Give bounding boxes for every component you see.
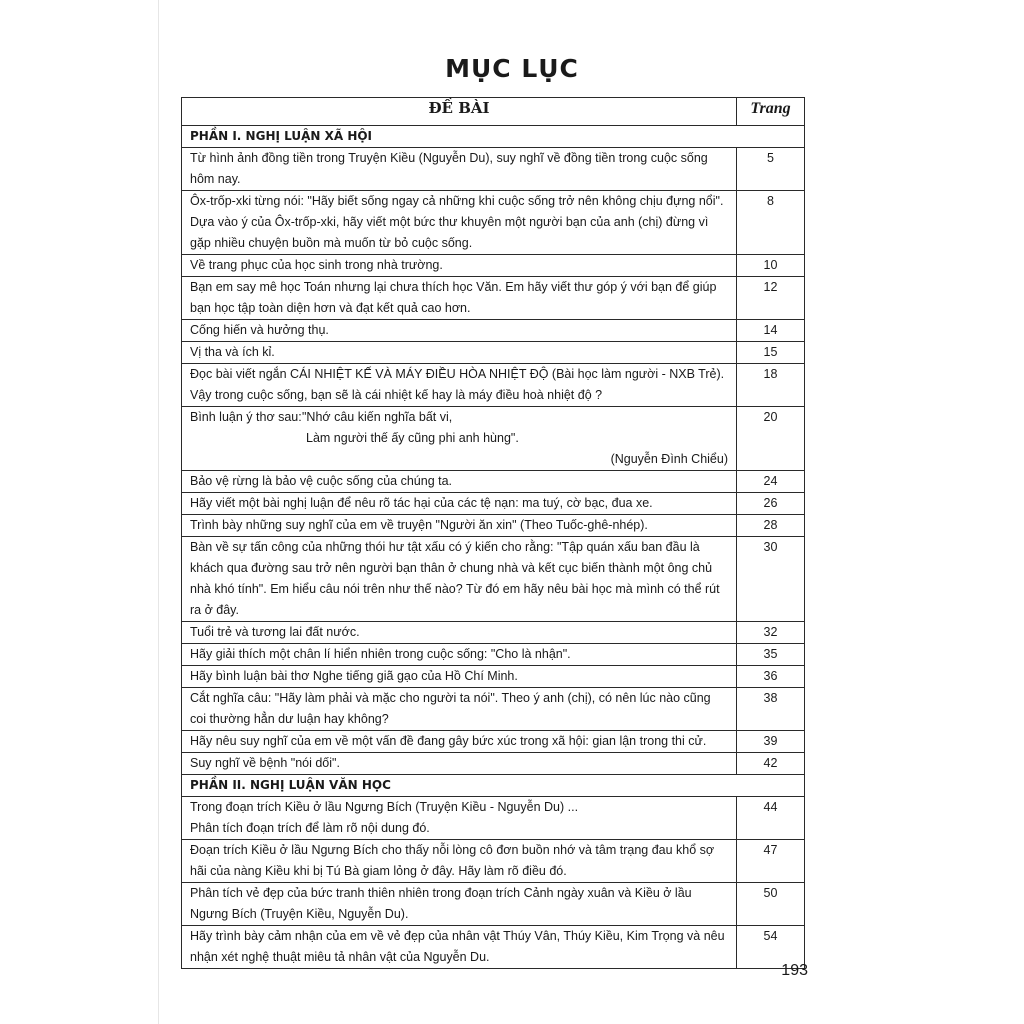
entry-text: Cắt nghĩa câu: "Hãy làm phải và mặc cho người ta nói". Theo ý anh (chị), có nên lúc nào cũng coi thường hẳn dư luận hay không? (182, 688, 737, 731)
entry-page: 36 (737, 666, 805, 688)
entry-two-line-cell (182, 797, 737, 840)
section-row (182, 775, 805, 797)
entry-page: 28 (737, 515, 805, 537)
section-heading: PHẦN II. NGHỊ LUẬN VĂN HỌC (182, 775, 805, 797)
toc-row (182, 515, 805, 537)
column-header-topic: ĐỀ BÀI (182, 98, 737, 126)
toc-row (182, 277, 805, 320)
toc-row (182, 753, 805, 775)
toc-row (182, 493, 805, 515)
entry-text: Từ hình ảnh đồng tiền trong Truyện Kiều (Nguyễn Du), suy nghĩ về đồng tiền trong cuộc sống hôm nay. (182, 148, 737, 191)
section-heading: PHẦN I. NGHỊ LUẬN XÃ HỘI (182, 126, 805, 148)
toc-row (182, 537, 805, 622)
entry-text: Hãy nêu suy nghĩ của em về một vấn đề đang gây bức xúc trong xã hội: gian lận trong thi cử. (182, 731, 737, 753)
entry-text: Đọc bài viết ngắn CÁI NHIỆT KẾ VÀ MÁY ĐIỀU HÒA NHIỆT ĐỘ (Bài học làm người - NXB Trẻ). Vậy trong cuộc sống, bạn sẽ là cái nhiệt kế hay là máy điều hoà nhiệt độ ? (182, 364, 737, 407)
entry-text: Tuổi trẻ và tương lai đất nước. (182, 622, 737, 644)
toc-row (182, 688, 805, 731)
entry-poem-cell (182, 407, 737, 471)
toc-row (182, 148, 805, 191)
toc-row (182, 407, 805, 471)
entry-text: Vị tha và ích kỉ. (182, 342, 737, 364)
entry-page: 12 (737, 277, 805, 320)
entry-page: 26 (737, 493, 805, 515)
entry-text: Đoạn trích Kiều ở lầu Ngưng Bích cho thấy nỗi lòng cô đơn buồn nhớ và tâm trạng đau khổ sợ hãi của nàng Kiều khi bị Tú Bà giam lỏng ở đây. Hãy làm rõ điều đó. (182, 840, 737, 883)
poem-line-1: "Nhớ câu kiến nghĩa bất vi, (302, 410, 453, 424)
toc-header-row (182, 98, 805, 126)
entry-page: 35 (737, 644, 805, 666)
entry-page: 39 (737, 731, 805, 753)
toc-row (182, 255, 805, 277)
entry-text: Hãy giải thích một chân lí hiển nhiên trong cuộc sống: "Cho là nhận". (182, 644, 737, 666)
column-header-page: Trang (737, 98, 805, 126)
entry-page: 54 (737, 926, 805, 969)
toc-row (182, 342, 805, 364)
entry-page: 18 (737, 364, 805, 407)
entry-page: 38 (737, 688, 805, 731)
poem-line-2: Làm người thế ấy cũng phi anh hùng". (306, 431, 519, 445)
entry-text: Hãy bình luận bài thơ Nghe tiếng giã gạo của Hồ Chí Minh. (182, 666, 737, 688)
entry-page: 47 (737, 840, 805, 883)
toc-row (182, 666, 805, 688)
entry-page: 15 (737, 342, 805, 364)
entry-text: Suy nghĩ về bệnh "nói dối". (182, 753, 737, 775)
entry-text: Về trang phục của học sinh trong nhà trường. (182, 255, 737, 277)
toc-row (182, 840, 805, 883)
toc-row (182, 622, 805, 644)
toc-row (182, 926, 805, 969)
entry-page: 10 (737, 255, 805, 277)
toc-table (181, 97, 805, 969)
toc-row (182, 883, 805, 926)
entry-text: Trong đoạn trích Kiều ở lầu Ngưng Bích (Truyện Kiều - Nguyễn Du) ... (190, 800, 579, 814)
entry-text: Ôx-trốp-xki từng nói: "Hãy biết sống ngay cả những khi cuộc sống trở nên không chịu đựng nổi". Dựa vào ý của Ôx-trốp-xki, hãy viết một bức thư khuyên một người bạn của anh (chị) đừng vì gặp nhiều chuyện buồn mà muốn từ bỏ cuộc sống. (182, 191, 737, 255)
entry-page: 42 (737, 753, 805, 775)
section-row (182, 126, 805, 148)
entry-text: Bạn em say mê học Toán nhưng lại chưa thích học Văn. Em hãy viết thư góp ý với bạn để giúp bạn học tập toàn diện hơn và đạt kết quả cao hơn. (182, 277, 737, 320)
toc-row (182, 320, 805, 342)
entry-page: 24 (737, 471, 805, 493)
page-number: 193 (781, 962, 808, 979)
entry-text: Bảo vệ rừng là bảo vệ cuộc sống của chúng ta. (182, 471, 737, 493)
entry-page: 14 (737, 320, 805, 342)
entry-page: 5 (737, 148, 805, 191)
entry-text: Hãy viết một bài nghị luận để nêu rõ tác hại của các tệ nạn: ma tuý, cờ bạc, đua xe. (182, 493, 737, 515)
entry-page: 44 (737, 797, 805, 840)
entry-text: Phân tích vẻ đẹp của bức tranh thiên nhiên trong đoạn trích Cảnh ngày xuân và Kiều ở lầu Ngưng Bích (Truyện Kiều, Nguyễn Du). (182, 883, 737, 926)
toc-row (182, 191, 805, 255)
entry-page: 30 (737, 537, 805, 622)
toc-row (182, 731, 805, 753)
entry-text: Bình luận ý thơ sau: (190, 410, 302, 424)
toc-row (182, 471, 805, 493)
poem-author: (Nguyễn Đình Chiểu) (610, 452, 728, 466)
page-edge (158, 0, 159, 1024)
entry-page: 50 (737, 883, 805, 926)
toc-row (182, 364, 805, 407)
entry-text-line-2: Phân tích đoạn trích để làm rõ nội dung đó. (190, 821, 430, 835)
toc-row (182, 797, 805, 840)
entry-page: 8 (737, 191, 805, 255)
page-title: MỤC LỤC (445, 54, 579, 83)
entry-page: 32 (737, 622, 805, 644)
entry-text: Bàn về sự tấn công của những thói hư tật xấu có ý kiến cho rằng: "Tập quán xấu ban đầu là khách qua đường sau trở nên người bạn thân ở chung nhà và kết cục biến thành một ông chủ nhà khó tính". Em hiểu câu nói trên như thế nào? Từ đó em hãy nêu bài học mà mình có thể rút ra ở đây. (182, 537, 737, 622)
toc-row (182, 644, 805, 666)
entry-text: Cống hiến và hưởng thụ. (182, 320, 737, 342)
entry-page: 20 (737, 407, 805, 471)
entry-text: Hãy trình bày cảm nhận của em về vẻ đẹp của nhân vật Thúy Vân, Thúy Kiều, Kim Trọng và nêu nhận xét nghệ thuật miêu tả nhân vật của Nguyễn Du. (182, 926, 737, 969)
entry-text: Trình bày những suy nghĩ của em về truyện "Người ăn xin" (Theo Tuốc-ghê-nhép). (182, 515, 737, 537)
